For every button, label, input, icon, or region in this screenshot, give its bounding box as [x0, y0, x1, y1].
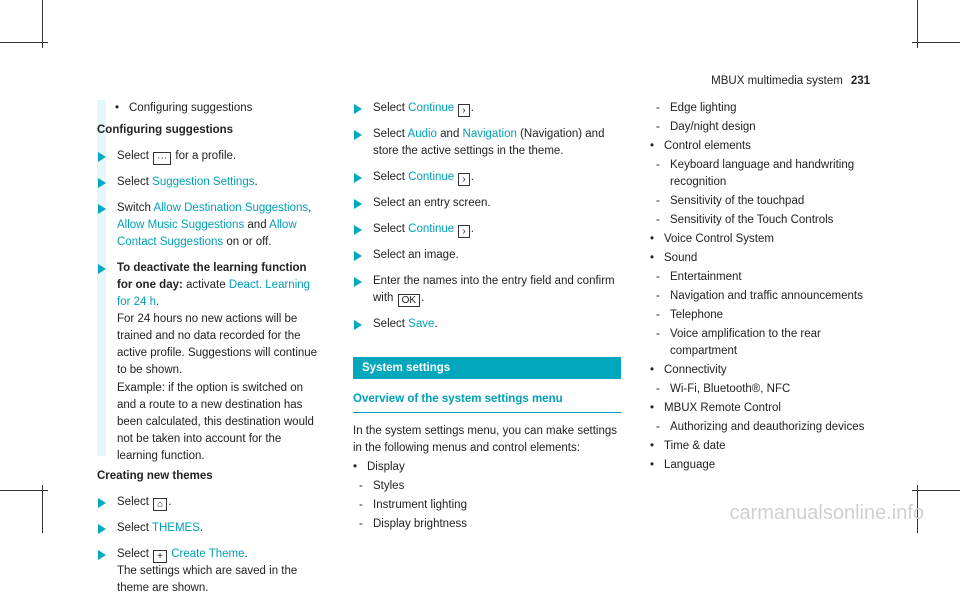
- menu-item: • Connectivity: [650, 364, 727, 376]
- step-arrow-icon: [98, 204, 106, 214]
- watermark: carmanualsonline.info: [729, 502, 924, 524]
- step-arrow-icon: [354, 277, 362, 287]
- column-right: [650, 100, 890, 474]
- allow-destination-suggestions-link[interactable]: Allow Destination Suggestions: [153, 202, 309, 214]
- header-title: MBUX multimedia system: [711, 75, 843, 87]
- crop-mark: [912, 490, 960, 491]
- crop-mark: [912, 42, 960, 43]
- page-number: 231: [850, 75, 870, 87]
- crop-mark: [917, 0, 918, 48]
- step-continue: Select Continue › .: [353, 221, 621, 238]
- step-arrow-icon: [98, 498, 106, 508]
- submenu-item: - Edge lighting: [656, 102, 737, 114]
- subsection-heading: Overview of the system settings menu: [353, 391, 621, 413]
- step-arrow-icon: [98, 550, 106, 560]
- step-select-image: Select an image.: [353, 247, 621, 264]
- step-arrow-icon: [354, 225, 362, 235]
- section-heading: Creating new themes: [97, 470, 213, 482]
- submenu-item: - Styles: [359, 480, 405, 492]
- learning-example: Example: if the option is switched on and a route to a new destination has been calculated, this destination would not be taken into account for the learning function.: [117, 382, 314, 462]
- submenu-item: - Sensitivity of the touchpad: [656, 195, 805, 207]
- step-arrow-icon: [354, 104, 362, 114]
- column-middle: [353, 100, 621, 533]
- continue-link[interactable]: Continue: [408, 102, 455, 114]
- section-banner: System settings: [353, 357, 621, 379]
- crop-mark: [42, 485, 43, 533]
- theme-note: The settings which are saved in the theme are shown.: [117, 565, 298, 594]
- menu-item: • Display: [353, 461, 405, 473]
- home-icon[interactable]: ⌂: [153, 498, 167, 511]
- more-options-icon[interactable]: ⋯: [153, 152, 171, 165]
- chevron-right-icon[interactable]: ›: [458, 173, 469, 186]
- submenu-item: - Authorizing and deauthorizing devices: [656, 421, 865, 433]
- section-heading: Configuring suggestions: [97, 124, 234, 136]
- step-select-home: Select ⌂ .: [97, 494, 321, 511]
- continue-link[interactable]: Continue: [408, 223, 455, 235]
- submenu-item: - Sensitivity of the Touch Controls: [656, 214, 834, 226]
- intro-text: In the system settings menu, you can make settings in the following menus and control elements:: [353, 425, 617, 454]
- step-audio-navigation: Select Audio and Navigation (Navigation) and store the active settings in the theme.: [353, 126, 621, 160]
- submenu-item: - Navigation and traffic announcements: [656, 290, 863, 302]
- step-arrow-icon: [98, 524, 106, 534]
- step-select-profile: Select ⋯ for a profile.: [97, 148, 321, 165]
- learning-note: For 24 hours no new actions will be trained and no data recorded for the active profile. Suggestions will continue to be shown.: [117, 313, 318, 376]
- step-arrow-icon: [354, 320, 362, 330]
- step-create-theme: Select + Create Theme. The settings which are saved in the theme are shown.: [97, 546, 321, 597]
- step-entry-screen: Select an entry screen.: [353, 195, 621, 212]
- step-continue: Select Continue › .: [353, 169, 621, 186]
- step-arrow-icon: [98, 178, 106, 188]
- submenu-item: - Wi-Fi, Bluetooth®, NFC: [656, 383, 791, 395]
- ok-icon[interactable]: OK: [398, 294, 420, 307]
- crop-mark: [42, 0, 43, 48]
- step-arrow-icon: [354, 173, 362, 183]
- create-theme-link[interactable]: Create Theme: [171, 548, 245, 560]
- submenu-item: - Day/night design: [656, 121, 756, 133]
- step-arrow-icon: [354, 130, 362, 140]
- menu-item: • Time & date: [650, 440, 726, 452]
- step-select-themes: Select THEMES.: [97, 520, 321, 537]
- suggestion-settings-link[interactable]: Suggestion Settings: [152, 176, 255, 188]
- chevron-right-icon[interactable]: ›: [458, 225, 469, 238]
- step-enter-names: Enter the names into the entry field and confirm with OK .: [353, 273, 621, 307]
- submenu-item: - Telephone: [656, 309, 724, 321]
- crop-mark: [0, 42, 48, 43]
- bullet-text: Configuring suggestions: [129, 102, 253, 114]
- menu-item: • MBUX Remote Control: [650, 402, 781, 414]
- step-arrow-icon: [354, 199, 362, 209]
- step-save: Select Save.: [353, 316, 621, 333]
- step-suggestion-settings: Select Suggestion Settings.: [97, 174, 321, 191]
- menu-item: • Sound: [650, 252, 698, 264]
- submenu-item: - Instrument lighting: [359, 499, 467, 511]
- plus-icon[interactable]: +: [153, 550, 167, 563]
- column-left: [97, 100, 321, 597]
- submenu-item: - Entertainment: [656, 271, 742, 283]
- navigation-link[interactable]: Navigation: [462, 128, 517, 140]
- allow-contact-suggestions-link[interactable]: Allow Contact Suggestions: [117, 219, 297, 248]
- themes-link[interactable]: THEMES: [151, 522, 200, 534]
- menu-item: • Language: [650, 459, 716, 471]
- step-deactivate-learning: To deactivate the learning function for one day: activate Deact. Learning for 24 h. For 24 hours no new actions will be trained and no data recorded for the active profile. Suggestions will continue to be shown. Example: if the option is switched on and a route to a new destination has been calculated, this destination would not be taken into account for the learning function.: [97, 260, 321, 465]
- step-arrow-icon: [98, 152, 106, 162]
- continue-link[interactable]: Continue: [408, 171, 455, 183]
- menu-item: • Control elements: [650, 140, 751, 152]
- bullet-item: • Configuring suggestions: [115, 102, 253, 114]
- page-header: [711, 73, 870, 90]
- save-link[interactable]: Save: [408, 318, 435, 330]
- deact-learning-link[interactable]: Deact. Learning for 24 h: [117, 279, 311, 308]
- allow-music-suggestions-link[interactable]: Allow Music Suggestions: [117, 219, 245, 231]
- audio-link[interactable]: Audio: [407, 128, 437, 140]
- chevron-right-icon[interactable]: ›: [458, 104, 469, 117]
- menu-item: • Voice Control System: [650, 233, 774, 245]
- step-switch-suggestions: Switch Allow Destination Suggestions, Allow Music Suggestions and Allow Contact Suggestions on or off.: [97, 200, 321, 251]
- step-arrow-icon: [354, 251, 362, 261]
- submenu-item: - Keyboard language and handwriting recognition: [656, 159, 855, 188]
- step-arrow-icon: [98, 264, 106, 274]
- step-continue: Select Continue › .: [353, 100, 621, 117]
- crop-mark: [0, 490, 48, 491]
- submenu-item: - Display brightness: [359, 518, 467, 530]
- submenu-item: - Voice amplification to the rear compartment: [656, 328, 821, 357]
